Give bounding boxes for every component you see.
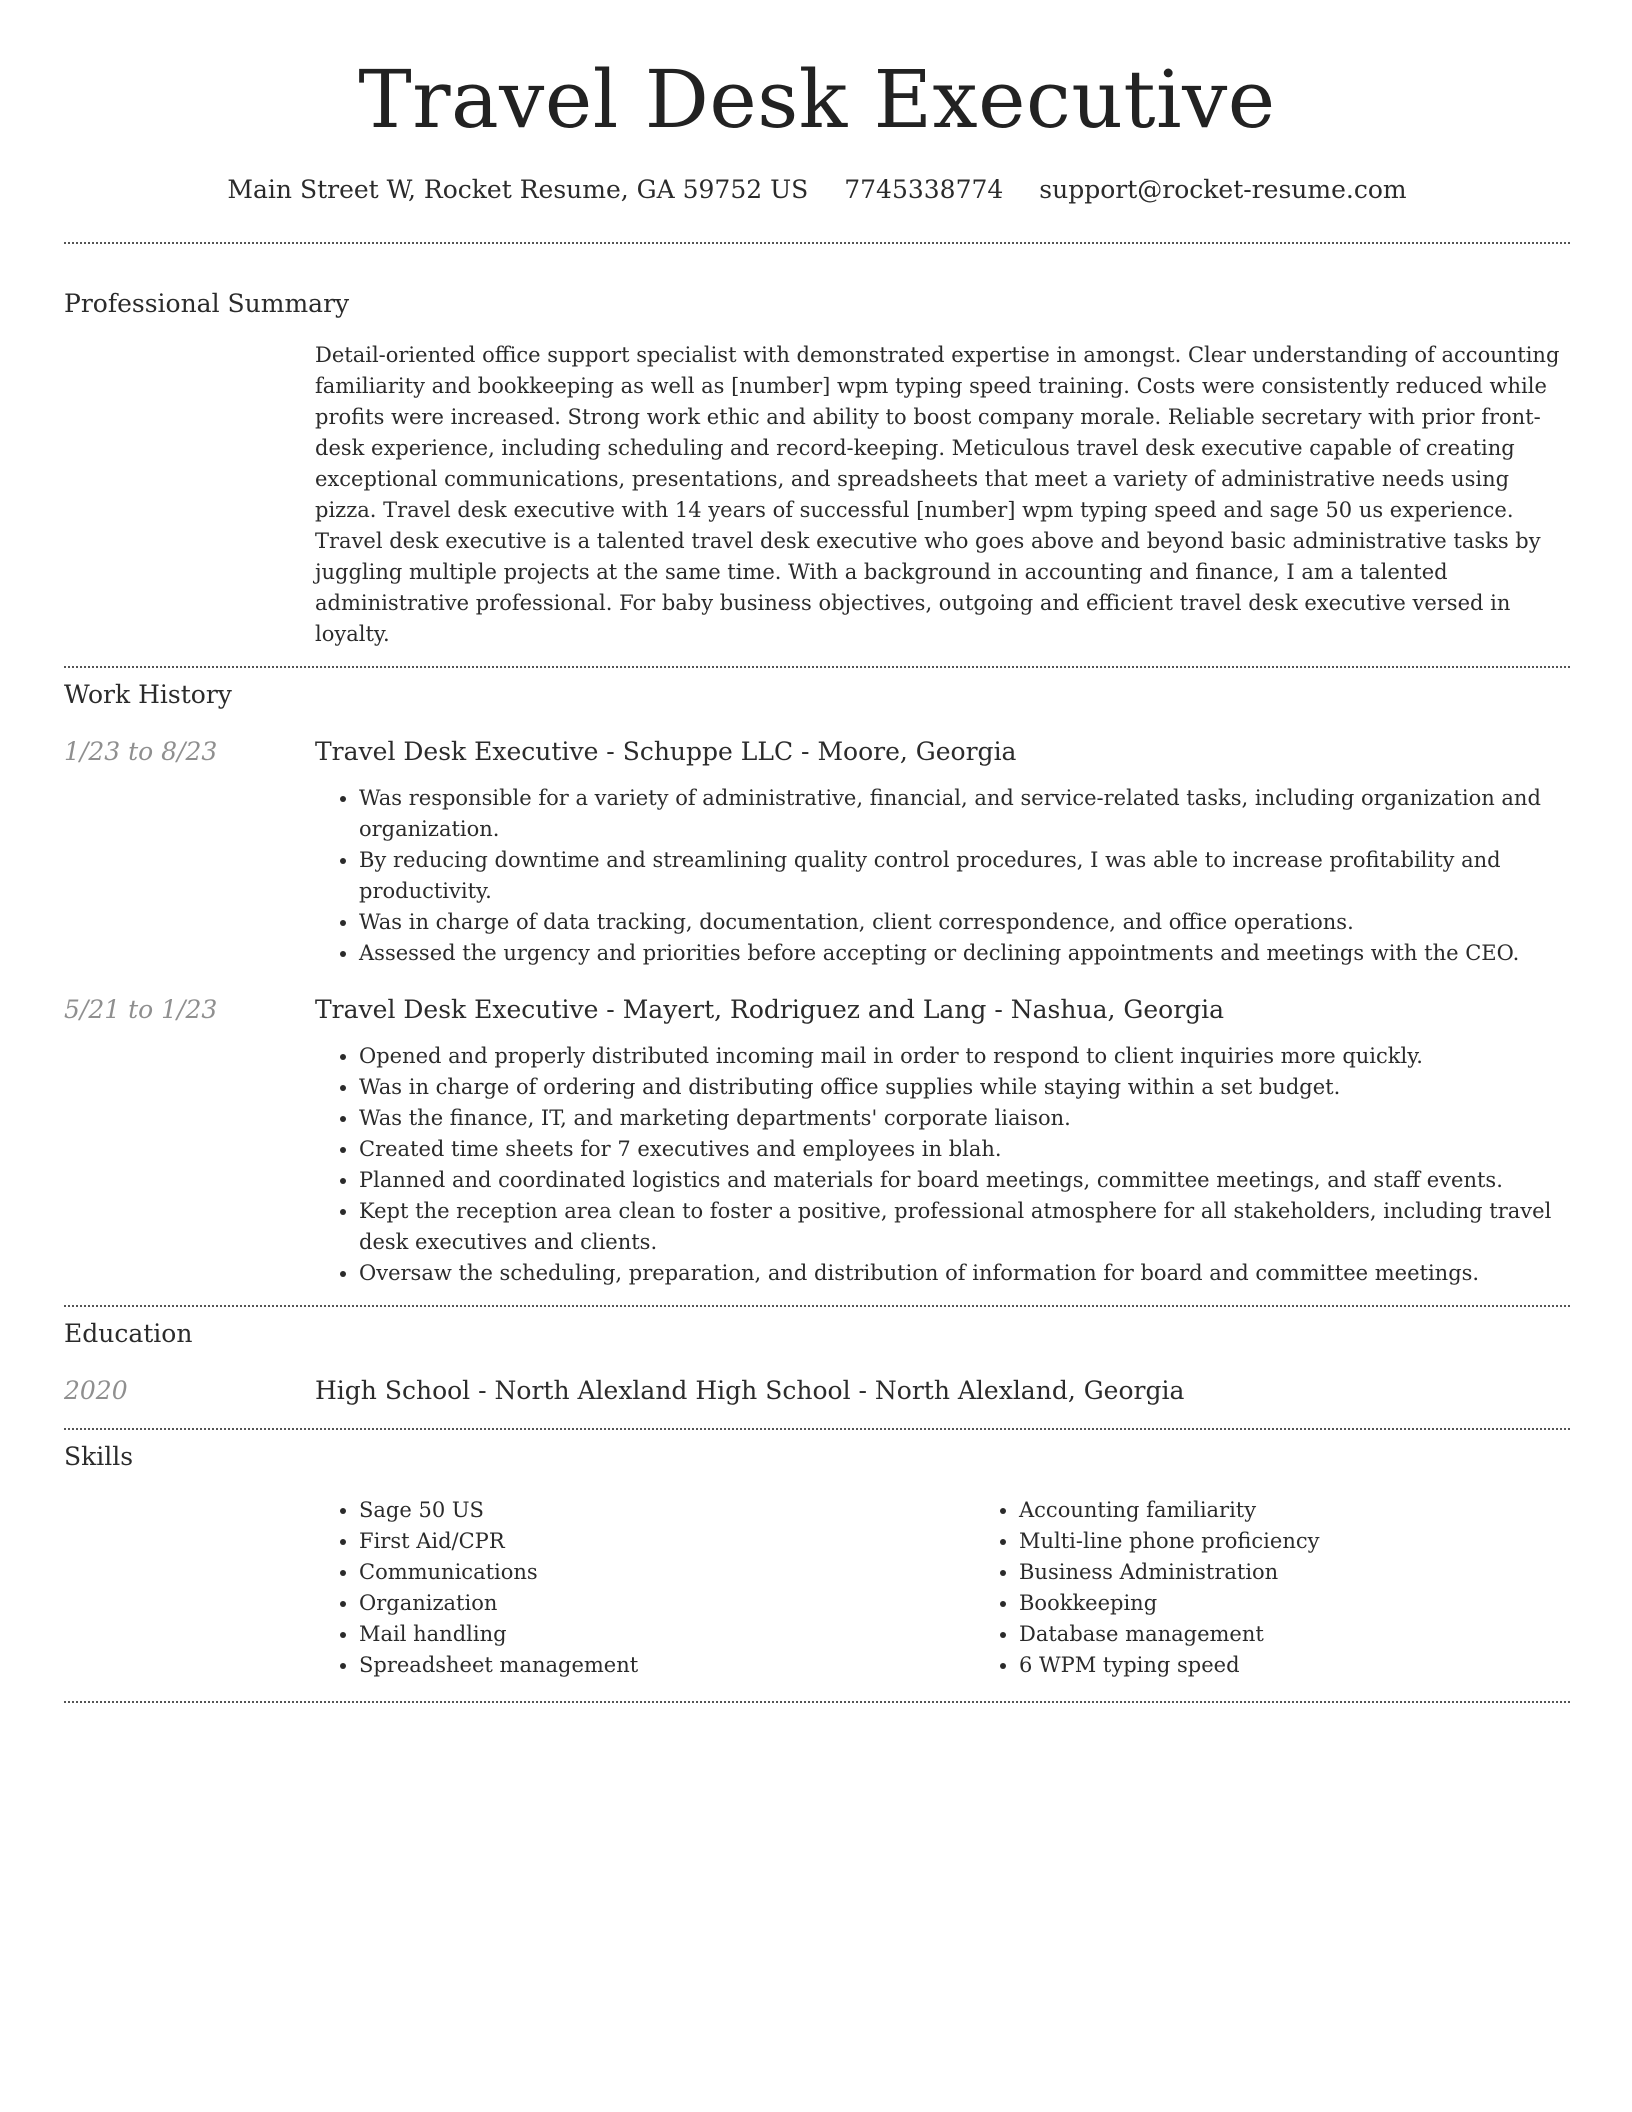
summary-text: Detail-oriented office support specialist with demonstrated expertise in amongst. Clear understanding of accounting familiarity and bookkeeping as well as [number] wpm typing speed training. Costs were consistently reduced while profits were increased. Strong work ethic and ability to boost company morale. Reliable secretary with prior front-desk experience, including scheduling and record-keeping. Meticulous travel desk executive capable of creating exceptional communications, presentations, and spreadsheets that meet a variety of administrative needs using pizza. Travel desk executive with 14 years of successful [number] wpm typing speed and sage 50 us experience. Travel desk executive is a talented travel desk executive who goes above and beyond basic administrative tasks by juggling multiple projects at the same time. With a background in accounting and finance, I am a talented administrative professional. For baby business objectives, outgoing and efficient travel desk executive versed in loyalty. bbox=[315, 343, 1560, 646]
job-heading: Travel Desk Executive - Mayert, Rodriguez and Lang - Nashua, Georgia bbox=[315, 995, 1225, 1024]
list-item: • Was in charge of data tracking, documentation, client correspondence, and office operations. bbox=[359, 907, 1570, 938]
list-item: • Sage 50 US bbox=[359, 1495, 975, 1526]
contact-phone: 7745338774 bbox=[844, 175, 1004, 204]
list-item: • Was the finance, IT, and marketing departments' corporate liaison. bbox=[359, 1103, 1570, 1134]
work-history-section bbox=[64, 679, 1570, 1289]
list-item: • Communications bbox=[359, 1557, 975, 1588]
list-item: • Multi-line phone proficiency bbox=[1019, 1526, 1632, 1557]
job-dates: 1/23 to 8/23 bbox=[64, 737, 218, 766]
contact-email: support@rocket-resume.com bbox=[1039, 175, 1407, 204]
list-item: • Kept the reception area clean to foster a positive, professional atmosphere for all stakeholders, including travel desk executives and clients. bbox=[359, 1196, 1570, 1258]
list-item: • 6 WPM typing speed bbox=[1019, 1650, 1632, 1681]
list-item: • Accounting familiarity bbox=[1019, 1495, 1632, 1526]
education-entry bbox=[64, 1375, 1570, 1407]
divider bbox=[64, 666, 1570, 668]
list-item: • Mail handling bbox=[359, 1619, 975, 1650]
divider bbox=[64, 1428, 1570, 1430]
list-item: • Spreadsheet management bbox=[359, 1650, 975, 1681]
skills-section bbox=[64, 1441, 1570, 1681]
list-item: • Was responsible for a variety of administrative, financial, and service-related tasks, including organization and organization. bbox=[359, 783, 1570, 845]
skills-list-right bbox=[975, 1495, 1632, 1681]
job-bullets bbox=[315, 783, 1570, 969]
list-item: • Bookkeeping bbox=[1019, 1588, 1632, 1619]
list-item: • By reducing downtime and streamlining quality control procedures, I was able to increase profitability and productivity. bbox=[359, 845, 1570, 907]
list-item: • Oversaw the scheduling, preparation, and distribution of information for board and committee meetings. bbox=[359, 1258, 1570, 1289]
section-title-skills: Skills bbox=[64, 1442, 134, 1471]
summary-spacer bbox=[64, 340, 315, 650]
section-title-work: Work History bbox=[64, 680, 232, 709]
list-item: • Was in charge of ordering and distributing office supplies while staying within a set budget. bbox=[359, 1072, 1570, 1103]
resume-page bbox=[64, 0, 1570, 1703]
list-item: • Organization bbox=[359, 1588, 975, 1619]
list-item: • Assessed the urgency and priorities before accepting or declining appointments and meetings with the CEO. bbox=[359, 938, 1570, 969]
job-entry bbox=[64, 994, 1570, 1289]
skills-grid bbox=[315, 1495, 1632, 1681]
divider bbox=[64, 1305, 1570, 1307]
list-item: • Planned and coordinated logistics and materials for board meetings, committee meetings, and staff events. bbox=[359, 1165, 1570, 1196]
contact-address: Main Street W, Rocket Resume, GA 59752 US bbox=[227, 175, 809, 204]
skills-list-left bbox=[315, 1495, 975, 1681]
job-heading: Travel Desk Executive - Schuppe LLC - Moore, Georgia bbox=[315, 737, 1017, 766]
divider bbox=[64, 242, 1570, 244]
resume-name: Travel Desk Executive bbox=[358, 53, 1276, 146]
divider bbox=[64, 1701, 1570, 1703]
education-year: 2020 bbox=[64, 1376, 128, 1405]
skills-spacer bbox=[64, 1495, 315, 1681]
section-title-education: Education bbox=[64, 1319, 193, 1348]
list-item: • Created time sheets for 7 executives and employees in blah. bbox=[359, 1134, 1570, 1165]
list-item: • Business Administration bbox=[1019, 1557, 1632, 1588]
summary-section bbox=[64, 288, 1570, 650]
job-entry bbox=[64, 736, 1570, 969]
list-item: • Database management bbox=[1019, 1619, 1632, 1650]
list-item: • Opened and properly distributed incoming mail in order to respond to client inquiries more quickly. bbox=[359, 1041, 1570, 1072]
section-title-summary: Professional Summary bbox=[64, 289, 350, 318]
list-item: • First Aid/CPR bbox=[359, 1526, 975, 1557]
contact-line bbox=[64, 174, 1570, 206]
education-section bbox=[64, 1318, 1570, 1407]
job-bullets bbox=[315, 1041, 1570, 1289]
job-dates: 5/21 to 1/23 bbox=[64, 995, 218, 1024]
education-heading: High School - North Alexland High School - North Alexland, Georgia bbox=[315, 1376, 1185, 1405]
